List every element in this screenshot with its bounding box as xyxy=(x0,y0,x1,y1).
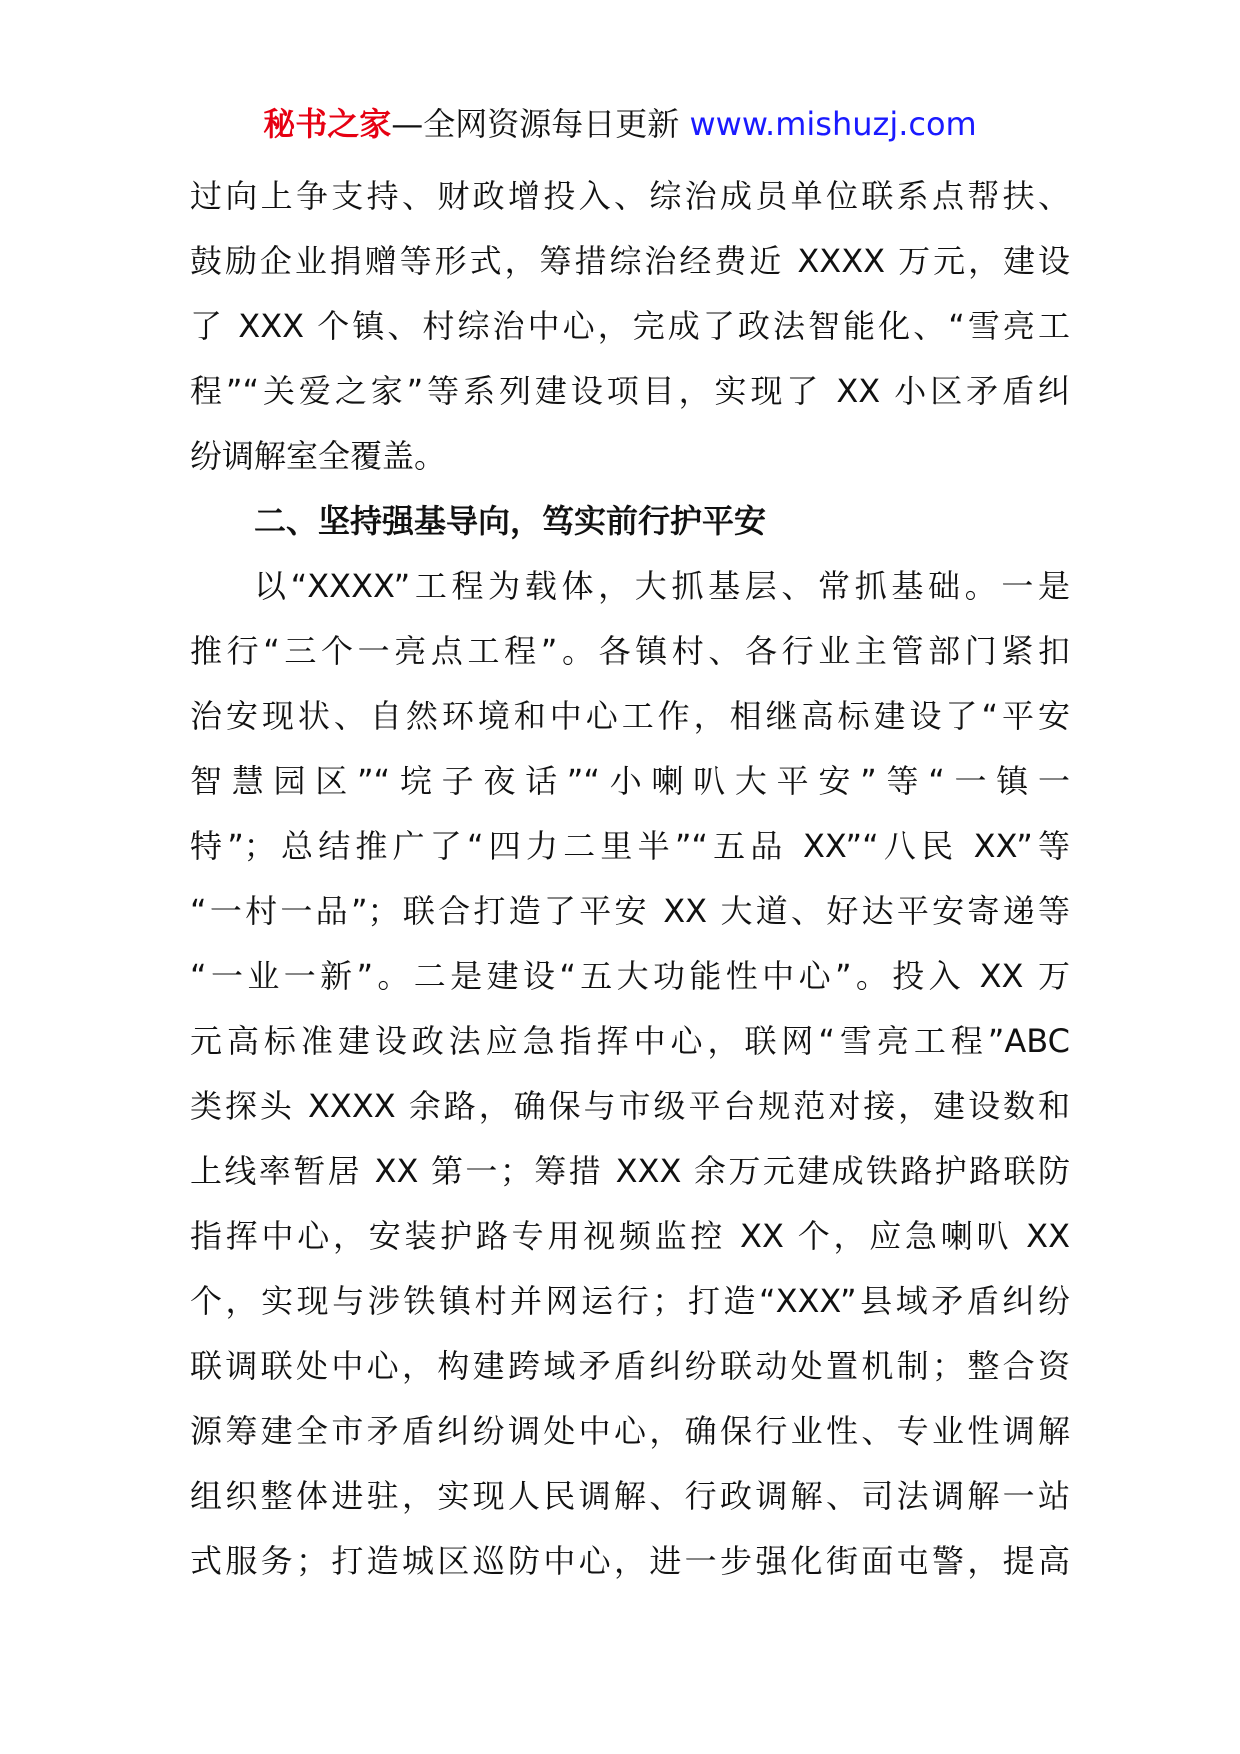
text-line: 个，实现与涉铁镇村并网运行；打造“XXX”县域矛盾纠纷 xyxy=(190,1282,1070,1320)
text-line: 源筹建全市矛盾纠纷调处中心，确保行业性、专业性调解 xyxy=(190,1412,1070,1450)
text-line: 了 XXX 个镇、村综治中心，完成了政法智能化、“雪亮工 xyxy=(190,307,1070,345)
text-line: 联调联处中心，构建跨域矛盾纠纷联动处置机制；整合资 xyxy=(190,1347,1070,1385)
text-line: “一业一新”。二是建设“五大功能性中心”。投入 XX 万 xyxy=(190,957,1070,995)
section-heading: 二、坚持强基导向，笃实前行护平安 xyxy=(254,502,767,540)
site-url-link[interactable]: www.mishuzj.com xyxy=(689,105,977,143)
text-line: 治安现状、自然环境和中心工作，相继高标建设了“平安 xyxy=(190,697,1070,735)
text-line: 推行“三个一亮点工程”。各镇村、各行业主管部门紧扣 xyxy=(190,632,1070,670)
site-header xyxy=(0,100,1240,148)
text-line: 上线率暂居 XX 第一；筹措 XXX 余万元建成铁路护路联防 xyxy=(190,1152,1070,1190)
text-line: 纷调解室全覆盖。 xyxy=(190,437,447,475)
text-line: 智慧园区”“垸子夜话”“小喇叭大平安”等“一镇一 xyxy=(190,762,1070,800)
text-line: 类探头 XXXX 余路，确保与市级平台规范对接，建设数和 xyxy=(190,1087,1070,1125)
text-line: 特”；总结推广了“四力二里半”“五品 XX”“八民 XX”等 xyxy=(190,827,1070,865)
document-body xyxy=(190,164,1070,1594)
text-line: 组织整体进驻，实现人民调解、行政调解、司法调解一站 xyxy=(190,1477,1070,1515)
text-line: 指挥中心，安装护路专用视频监控 XX 个，应急喇叭 XX xyxy=(190,1217,1070,1255)
header-tagline: —全网资源每日更新 xyxy=(391,105,690,143)
text-line: 元高标准建设政法应急指挥中心，联网“雪亮工程”ABC xyxy=(190,1022,1070,1060)
brand-name: 秘书之家 xyxy=(263,105,392,143)
text-line: 以“XXXX”工程为载体，大抓基层、常抓基础。一是 xyxy=(254,567,1070,605)
text-line: 程”“关爱之家”等系列建设项目，实现了 XX 小区矛盾纠 xyxy=(190,372,1070,410)
text-line: 过向上争支持、财政增投入、综治成员单位联系点帮扶、 xyxy=(190,177,1070,215)
text-line: 鼓励企业捐赠等形式，筹措综治经费近 XXXX 万元，建设 xyxy=(190,242,1070,280)
text-line: “一村一品”；联合打造了平安 XX 大道、好达平安寄递等 xyxy=(190,892,1070,930)
text-line: 式服务；打造城区巡防中心，进一步强化街面屯警，提高 xyxy=(190,1542,1070,1580)
